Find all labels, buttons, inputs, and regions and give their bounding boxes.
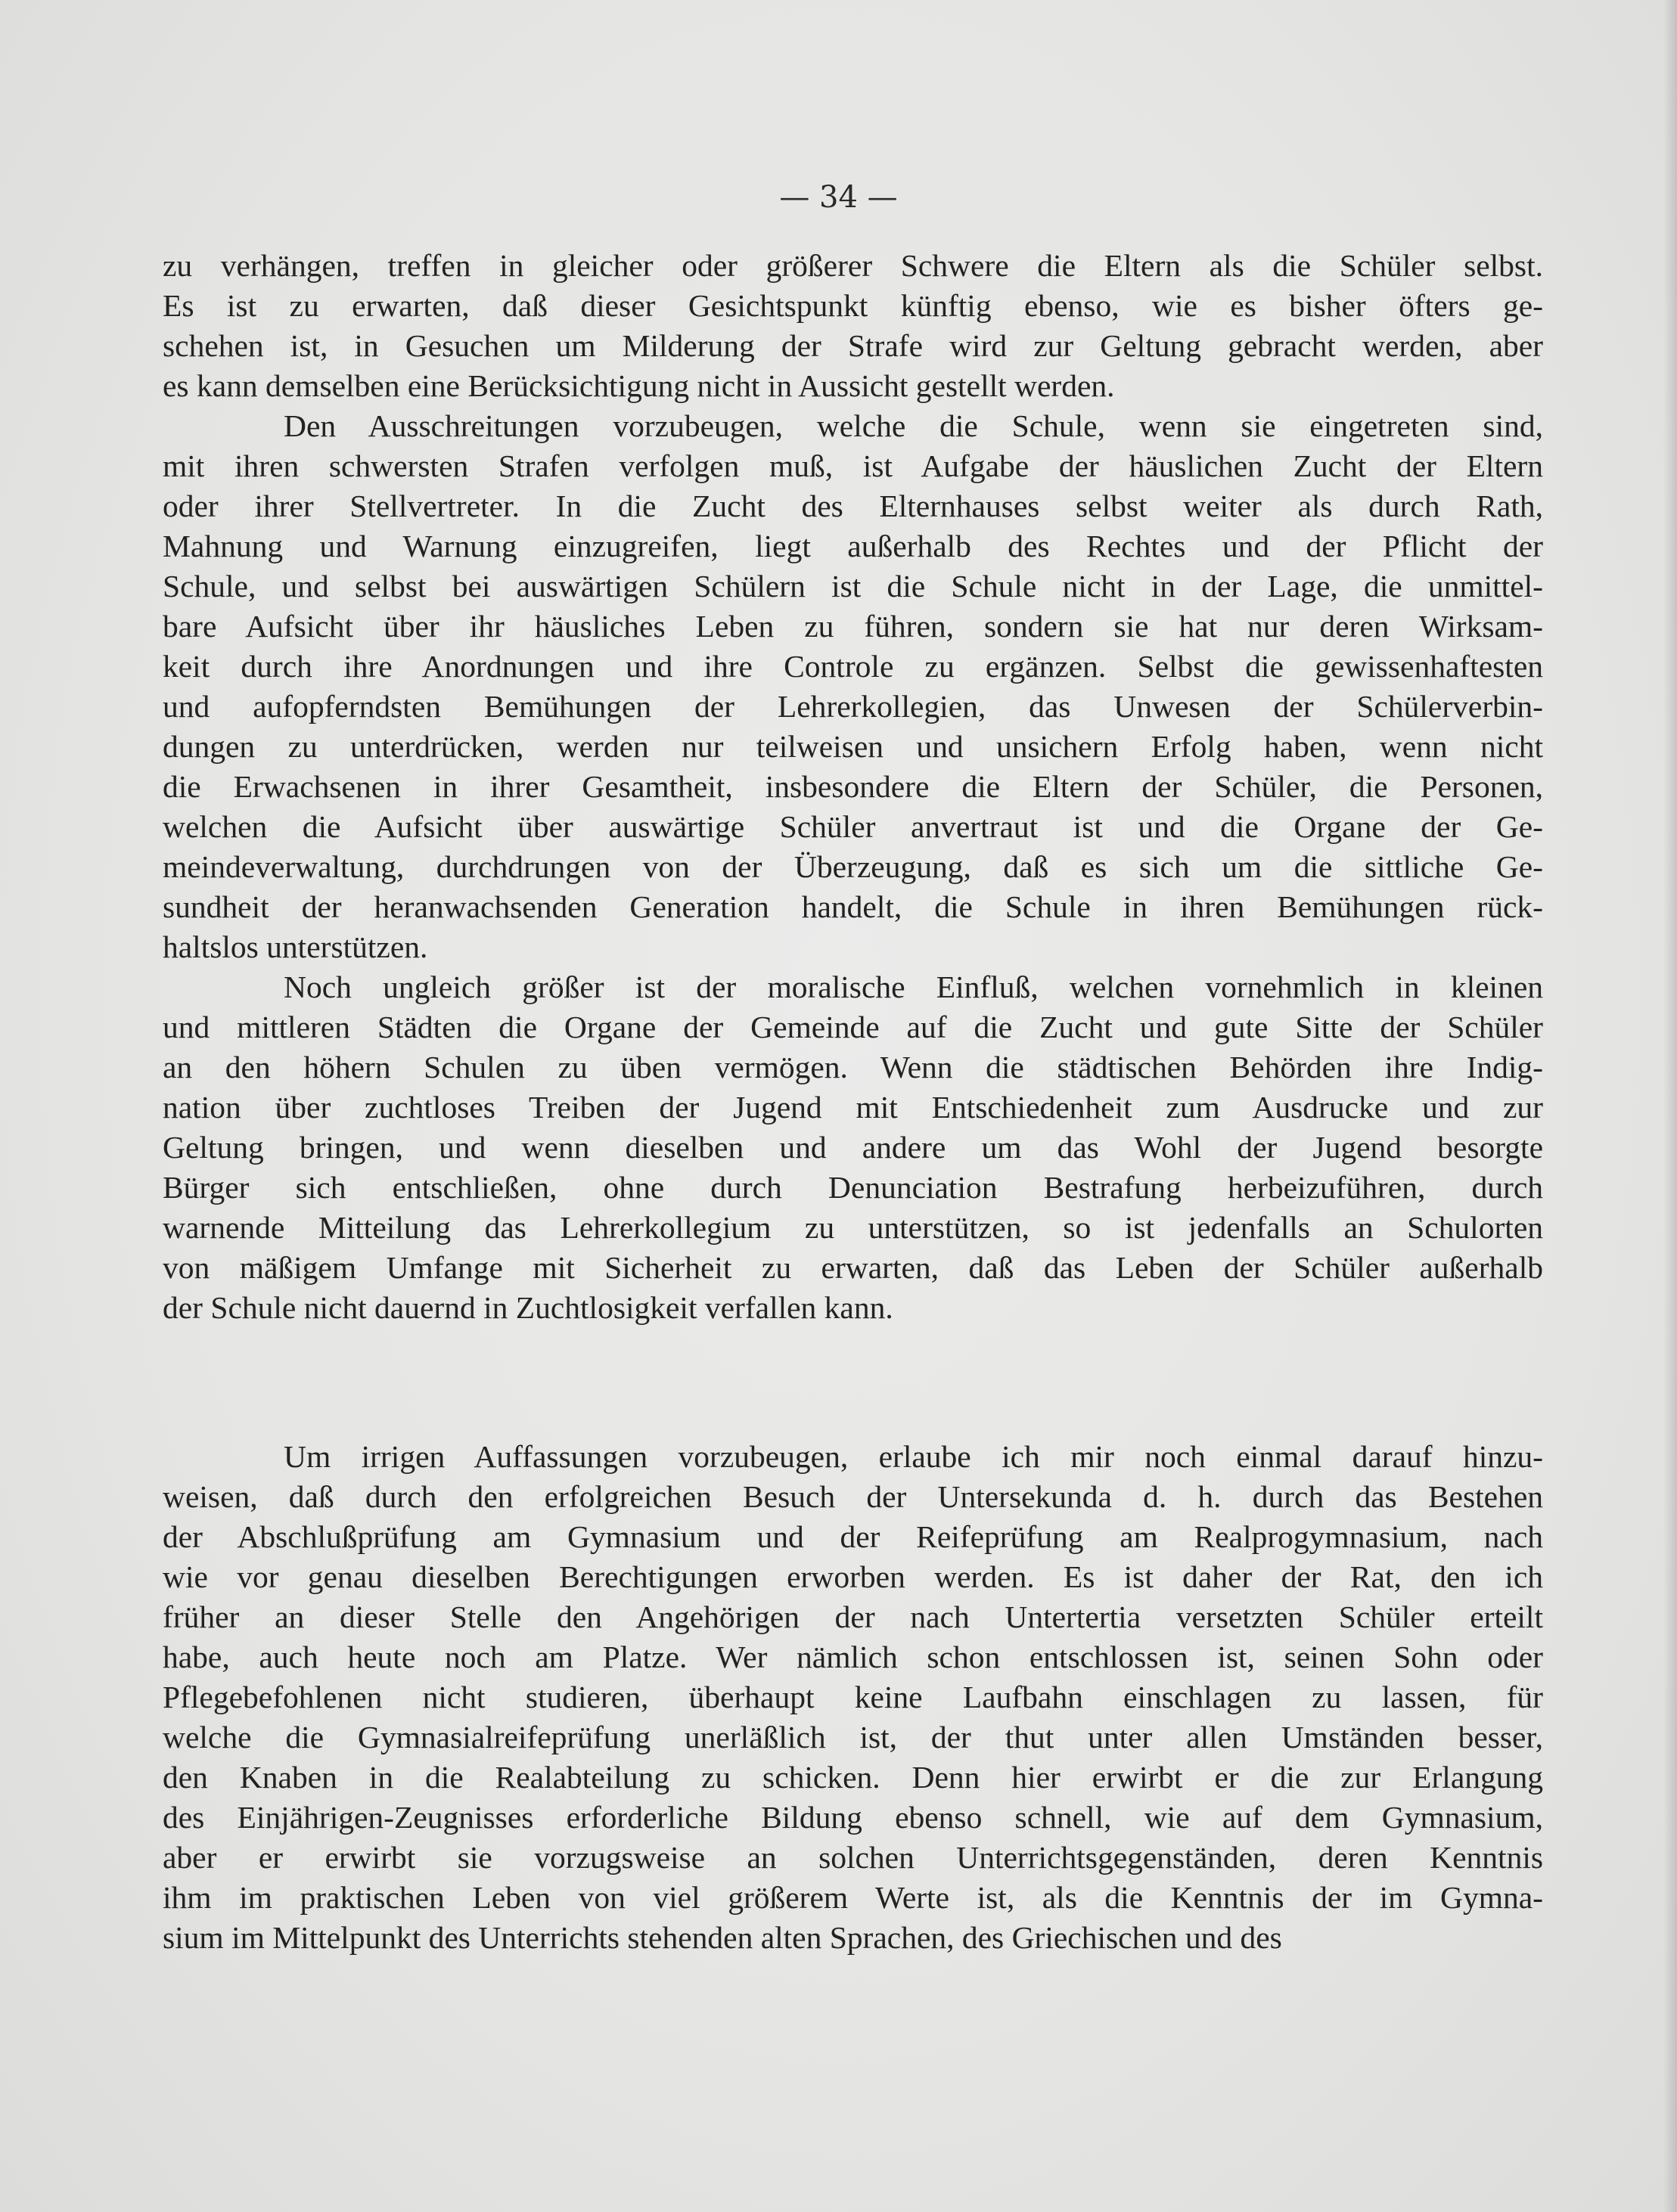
text-line: haltslos unterstützen. — [163, 929, 428, 964]
text-line: sundheit der heranwachsenden Generation handelt, die Schule in ihren Bemühungen rück- — [163, 889, 1543, 924]
text-line: schehen ist, in Gesuchen um Milderung der Strafe wird zur Geltung gebracht werden, aber — [163, 328, 1543, 363]
text-line: warnende Mitteilung das Lehrerkollegium zu unterstützen, so ist jedenfalls an Schulorten — [163, 1210, 1543, 1245]
paragraph — [163, 1437, 1543, 1958]
page-edge-shadow — [1663, 0, 1677, 2212]
text-line: meindeverwaltung, durchdrungen von der Überzeugung, daß es sich um die sittliche Ge- — [163, 849, 1543, 884]
text-line: weisen, daß durch den erfolgreichen Besuch der Untersekunda d. h. durch das Bestehen — [163, 1479, 1543, 1514]
paragraph — [163, 967, 1543, 1328]
text-line: mit ihren schwersten Strafen verfolgen muß, ist Aufgabe der häuslichen Zucht der Eltern — [163, 448, 1543, 483]
text-line: Bürger sich entschließen, ohne durch Denunciation Bestrafung herbeizuführen, durch — [163, 1170, 1543, 1205]
text-line: und aufopferndsten Bemühungen der Lehrerkollegien, das Unwesen der Schülerverbin- — [163, 689, 1543, 724]
text-line: von mäßigem Umfange mit Sicherheit zu erwarten, daß das Leben der Schüler außerhalb — [163, 1250, 1543, 1285]
text-line: bare Aufsicht über ihr häusliches Leben zu führen, sondern sie hat nur deren Wirksam- — [163, 609, 1543, 644]
text-line: der Abschlußprüfung am Gymnasium und der Reifeprüfung am Realprogymnasium, nach — [163, 1519, 1543, 1554]
text-line: Mahnung und Warnung einzugreifen, liegt außerhalb des Rechtes und der Pflicht der — [163, 529, 1543, 563]
paragraph — [163, 406, 1543, 967]
text-line: nation über zuchtloses Treiben der Jugend mit Entschiedenheit zum Ausdrucke und zur — [163, 1090, 1543, 1125]
text-line: Schule, und selbst bei auswärtigen Schülern ist die Schule nicht in der Lage, die unmittel- — [163, 569, 1543, 603]
text-line: sium im Mittelpunkt des Unterrichts stehenden alten Sprachen, des Griechischen und des — [163, 1920, 1282, 1955]
text-line: der Schule nicht dauernd in Zuchtlosigkeit verfallen kann. — [163, 1290, 893, 1325]
text-line: des Einjährigen-Zeugnisses erforderliche Bildung ebenso schnell, wie auf dem Gymnasium, — [163, 1800, 1543, 1835]
text-line: ihm im praktischen Leben von viel größerem Werte ist, als die Kenntnis der im Gymna- — [163, 1880, 1543, 1915]
text-line: wie vor genau dieselben Berechtigungen erworben werden. Es ist daher der Rat, den ich — [163, 1559, 1543, 1594]
text-line: welche die Gymnasialreifeprüfung unerläßlich ist, der thut unter allen Umständen besser, — [163, 1720, 1543, 1754]
text-line: Geltung bringen, und wenn dieselben und andere um das Wohl der Jugend besorgte — [163, 1130, 1543, 1165]
text-line: Pflegebefohlenen nicht studieren, überhaupt keine Laufbahn einschlagen zu lassen, für — [163, 1680, 1543, 1714]
text-line: zu verhängen, treffen in gleicher oder größerer Schwere die Eltern als die Schüler selbst. — [163, 248, 1543, 283]
text-line: es kann demselben eine Berücksichtigung nicht in Aussicht gestellt werden. — [163, 368, 1115, 403]
text-line: den Knaben in die Realabteilung zu schicken. Denn hier erwirbt er die zur Erlangung — [163, 1760, 1543, 1795]
text-line: dungen zu unterdrücken, werden nur teilweisen und unsichern Erfolg haben, wenn nicht — [163, 729, 1543, 764]
paragraph — [163, 246, 1543, 406]
text-line: welchen die Aufsicht über auswärtige Schüler anvertraut ist und die Organe der Ge- — [163, 809, 1543, 844]
text-line: und mittleren Städten die Organe der Gemeinde auf die Zucht und gute Sitte der Schüler — [163, 1010, 1543, 1044]
text-line: aber er erwirbt sie vorzugsweise an solchen Unterrichtsgegenständen, deren Kenntnis — [163, 1840, 1543, 1875]
text-line: keit durch ihre Anordnungen und ihre Controle zu ergänzen. Selbst die gewissenhaftesten — [163, 649, 1543, 684]
text-line: früher an dieser Stelle den Angehörigen der nach Untertertia versetzten Schüler erteilt — [163, 1599, 1543, 1634]
text-line: Es ist zu erwarten, daß dieser Gesichtspunkt künftig ebenso, wie es bisher öfters ge- — [163, 288, 1543, 323]
page-number: — 34 — — [779, 180, 898, 215]
text-line: oder ihrer Stellvertreter. In die Zucht des Elternhauses selbst weiter als durch Rath, — [163, 489, 1543, 523]
text-line: Um irrigen Auffassungen vorzubeugen, erlaube ich mir noch einmal darauf hinzu- — [284, 1439, 1543, 1474]
text-block-upper — [163, 246, 1543, 1328]
text-line: die Erwachsenen in ihrer Gesamtheit, insbesondere die Eltern der Schüler, die Personen, — [163, 769, 1543, 804]
text-line: habe, auch heute noch am Platze. Wer nämlich schon entschlossen ist, seinen Sohn oder — [163, 1640, 1543, 1674]
text-line: an den höhern Schulen zu üben vermögen. Wenn die städtischen Behörden ihre Indig- — [163, 1050, 1543, 1084]
text-line: Den Ausschreitungen vorzubeugen, welche die Schule, wenn sie eingetreten sind, — [284, 408, 1543, 443]
text-line: Noch ungleich größer ist der moralische Einfluß, welchen vornehmlich in kleinen — [284, 969, 1543, 1004]
text-block-lower — [163, 1437, 1543, 1958]
